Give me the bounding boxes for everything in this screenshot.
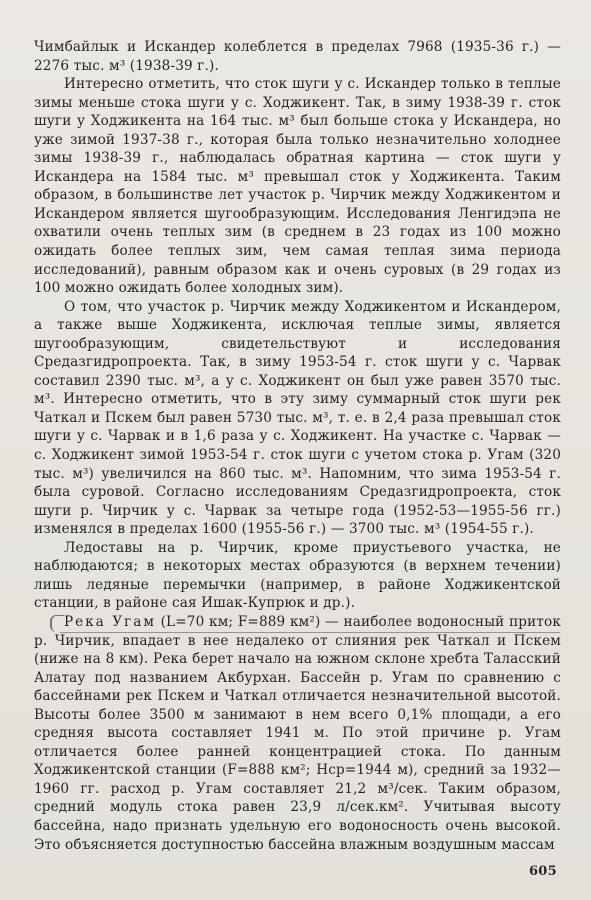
pencil-bracket-mark	[50, 615, 64, 632]
pencil-underline	[60, 632, 560, 633]
ugam-description: (L=70 км; F=889 км²) — наиболее водоносный приток р. Чирчик, впадает в нее недалеко от слияния рек Чаткал и Пскем (ниже на 8 км). Река берет начало на южном склоне хребта Таласский Алатау под названием Акбурхан. Бассейн р. Угам по сравнению с бассейнами рек Пскем и Чаткал отличается незначительной высотой. Высоты более 3500 м занимают в нем всего 0,1% площади, а его средняя высота составляет 1941 м. По этой причине р. Угам отличается более ранней концентрацией стока. По данным Ходжикентской станции (F=888 км²; Hср=1944 м), средний за 1932—1960 гг. расход р. Угам составляет 21,2 м³/сек. Таким образом, средний модуль стока равен 23,9 л/сек.км². Учитывая высоту бассейна, надо признать удельную его водоносность очень высокой. Это объясняется доступностью бассейна влажным воздушным массам	[34, 613, 561, 853]
paragraph-sredazgidroproekt: О том, что участок р. Чирчик между Ходжикентом и Искандером, а также выше Ходжикента, исключая теплые зимы, является шугообразующим, свидетельствуют и исследования Средазгидропроекта. Так, в зиму 1953-54 г. сток шуги у с. Чарвак составил 2390 тыс. м³, а у с. Ходжикент он был уже равен 3570 тыс. м³. Интересно отметить, что в эту зиму суммарный сток шуги рек Чаткал и Пскем был равен 5730 тыс. м³, т. е. в 2,4 раза превышал сток шуги у с. Чарвак и в 1,6 раза у с. Ходжикент. На участке с. Чарвак — с. Ходжикент зимой 1953-54 г. сток шуги с учетом стока р. Угам (320 тыс. м³) увеличился на 860 тыс. м³. Напомним, что зима 1953-54 г. была суровой. Согласно исследованиям Средазгидропроекта, сток шуги р. Чирчик у с. Чарвак за четыре года (1952-53—1955-56 гг.) изменялся в пределах 1600 (1955-56 г.) — 3700 тыс. м³ (1954-55 г.).	[34, 298, 561, 538]
paragraph-continuation: Чимбайлык и Искандер колеблется в пределах 7968 (1935-36 г.) — 2276 тыс. м³ (1938-39 г.).	[34, 39, 561, 74]
page-number: 605	[528, 864, 557, 879]
paragraph-ice-cover: Ледоставы на р. Чирчик, кроме приустьевого участка, не наблюдаются; в некоторых местах образуются (в верхнем течении) лишь ледяные перемычки (например, в районе Ходжикентской станции, в районе сая Ишак-Купрюк и др.).	[34, 539, 561, 612]
paragraph-ugam-river	[34, 613, 561, 854]
paragraph-shuga-comparison: Интересно отметить, что сток шуги у с. Искандер только в теплые зимы меньше стока шуги у с. Ходжикент. Так, в зиму 1938-39 г. сток шуги у Ходжикента на 164 тыс. м³ был больше стока у Искандера, но уже зимой 1937-38 г., которая была только незначительно холоднее зимы 1938-39 г., наблюдалась обратная картина — сток шуги у Искандера на 1584 тыс. м³ превышал сток у Ходжикента. Таким образом, в большинстве лет участок р. Чирчик между Ходжикентом и Искандером является шугообразующим. Исследования Ленгидэпа не охватили очень теплых зим (в среднем в 23 годах из 100 можно ожидать более теплых зим, чем самая теплая зима периода исследований), равным образом как и очень суровых (в 29 годах из 100 можно ожидать более холодных зим).	[34, 76, 561, 297]
section-heading-ugam: Река Угам	[64, 613, 156, 630]
